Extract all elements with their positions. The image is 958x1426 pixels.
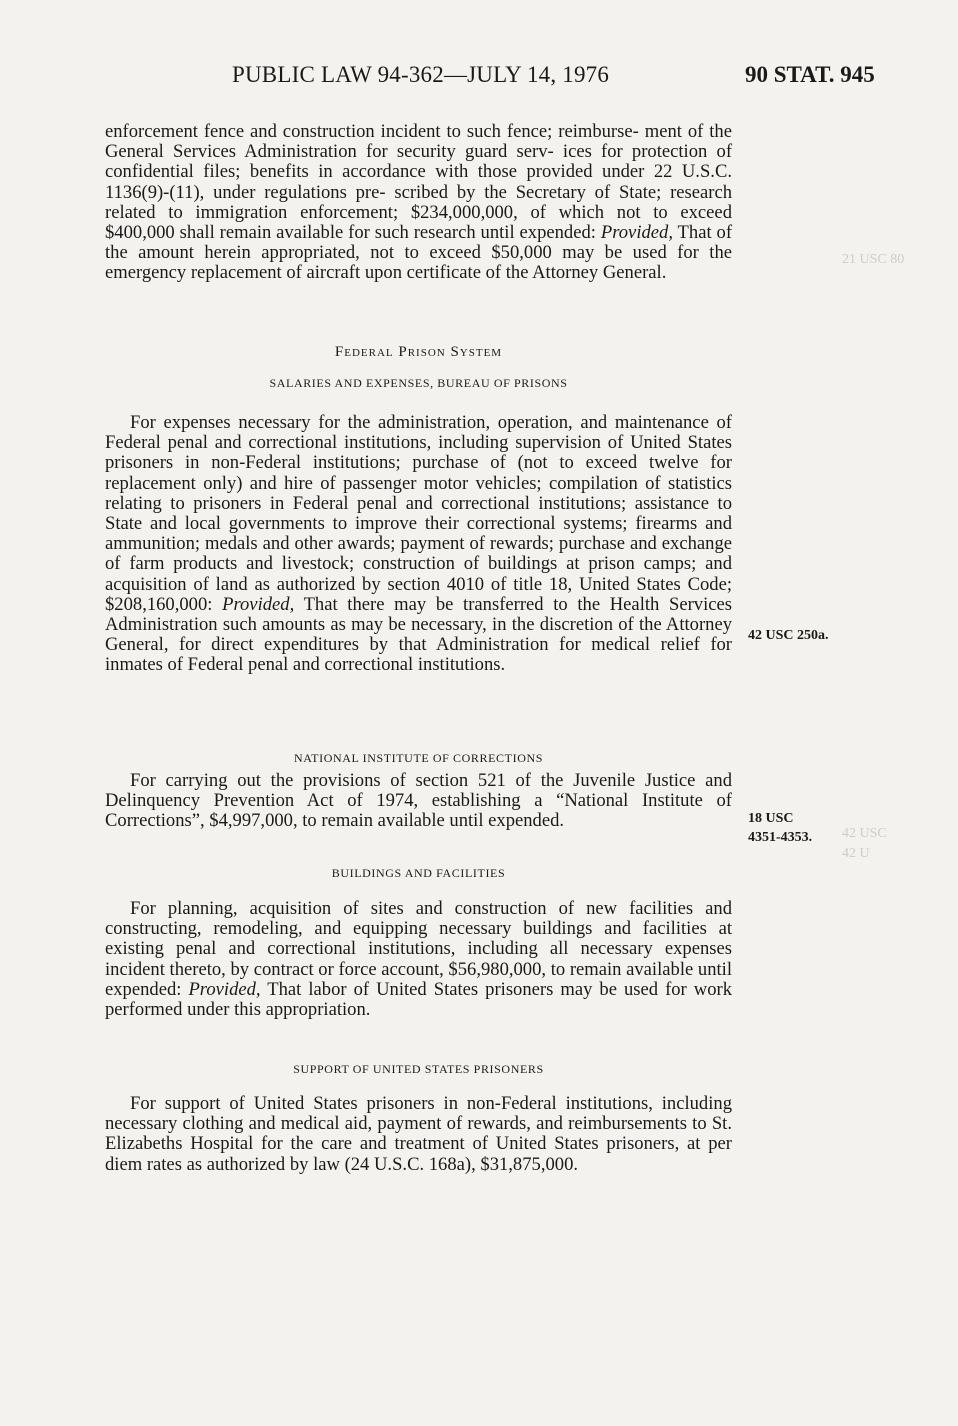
continuation-paragraph	[105, 122, 732, 284]
paragraph-support-of-prisoners	[105, 1094, 732, 1175]
paragraph-buildings-and-facilities	[105, 899, 732, 1020]
paragraph-national-institute	[105, 771, 732, 832]
paragraph-text: For carrying out the provisions of section 521 of the Juvenile Justice and Delinquency Prevention Act of 1974, establishing a “National Institute of Corrections”, $4,997,000, to remain available until expended.	[105, 770, 732, 832]
page-header-title: PUBLIC LAW 94-362—JULY 14, 1976	[232, 62, 610, 87]
paragraph-text: That there may be transferred to the Health Services Administration such amounts as may be necessary, in the discretion of the Attorney General, for direct expenditures by that Administration for medical relief for inmates of Federal penal and correctional institutions.	[105, 593, 732, 676]
line: ment of the General Services Administration for security guard serv-	[105, 121, 732, 163]
line: That	[672, 222, 712, 244]
margin-note-line: 4351-4353.	[748, 830, 813, 845]
paragraph-salaries-and-expenses	[105, 413, 732, 676]
provided-italic: Provided,	[600, 222, 673, 244]
bleed-through-note-2: 42 USC	[842, 826, 887, 841]
paragraph-text: That labor of United States prisoners may be used for work performed under this appropriation.	[105, 978, 732, 1021]
subheading-salaries-and-expenses: SALARIES AND EXPENSES, BUREAU OF PRISONS	[269, 376, 568, 390]
line: the Attorney General.	[505, 262, 667, 284]
line: of the amount herein appropriated, not to exceed $50,000 may be	[105, 222, 733, 264]
bleed-through-note-3: 42 U	[842, 846, 870, 861]
line: enforcement fence and construction incident to such fence; reimburse-	[105, 121, 639, 142]
line: ices for protection of confidential files; benefits in accordance with	[105, 141, 733, 183]
paragraph-text: For expenses necessary for the administration, operation, and maintenance of Federal penal and correctional institutions, including supervision of United States prisoners in non-Federal institutions; purchase of (not to exceed twelve for replacement only) and hire of passenger motor vehicles; compilation of statistics relating to prisoners in Federal penal and correctional institutions; assistance to State and local governments to improve their correctional systems; firearms and ammunition; medals and other awards; payment of rewards; purchase and exchange of farm products and livestock; construction of buildings at prison camps; and acquisition of land as authorized by section 4010 of title 18, United States Code; $208,160,000:	[105, 412, 732, 615]
page-header-stat: 90 STAT. 945	[745, 62, 875, 87]
line: scribed by the Secretary of State; research related to immigration	[105, 181, 733, 223]
paragraph-text: For planning, acquisition of sites and construction of new facilities and constructing, remodeling, and equipping necessary buildings and facilities at existing penal and correctional institutions, including all necessary expenses incident thereto, by contract or force account, $56,980,000, to remain available until expended:	[105, 898, 732, 1000]
margin-note-42-usc: 42 USC 250a.	[748, 628, 829, 643]
section-heading-federal-prison-system: Federal Prison System	[334, 344, 503, 360]
subheading-support-of-prisoners: SUPPORT OF UNITED STATES PRISONERS	[293, 1062, 544, 1076]
provided-italic: Provided,	[188, 978, 261, 1000]
line: those provided under 22 U.S.C. 1136(9)-(11), under regulations pre-	[105, 161, 732, 203]
line: remain available for such research until expended:	[219, 222, 596, 244]
margin-note-18-usc	[748, 809, 812, 847]
subheading-buildings-and-facilities: BUILDINGS AND FACILITIES	[331, 866, 506, 880]
line: used for the emergency replacement of aircraft upon certificate of	[105, 242, 732, 284]
paragraph-text: For support of United States prisoners in non-Federal institutions, including necessary clothing and medical aid, payment of rewards, and reimbursements to St. Elizabeths Hospital for the care and treatment of United States prisoners, at per diem rates as authorized by law (24 U.S.C. 168a), $31,875,000.	[105, 1093, 732, 1175]
line: enforcement; $234,000,000, of which not to exceed $400,000 shall	[105, 201, 732, 244]
margin-note-line: 18 USC	[748, 811, 794, 826]
subheading-national-institute: NATIONAL INSTITUTE OF CORRECTIONS	[293, 751, 543, 765]
bleed-through-note: 21 USC 80	[842, 252, 905, 267]
provided-italic: Provided,	[222, 593, 295, 615]
